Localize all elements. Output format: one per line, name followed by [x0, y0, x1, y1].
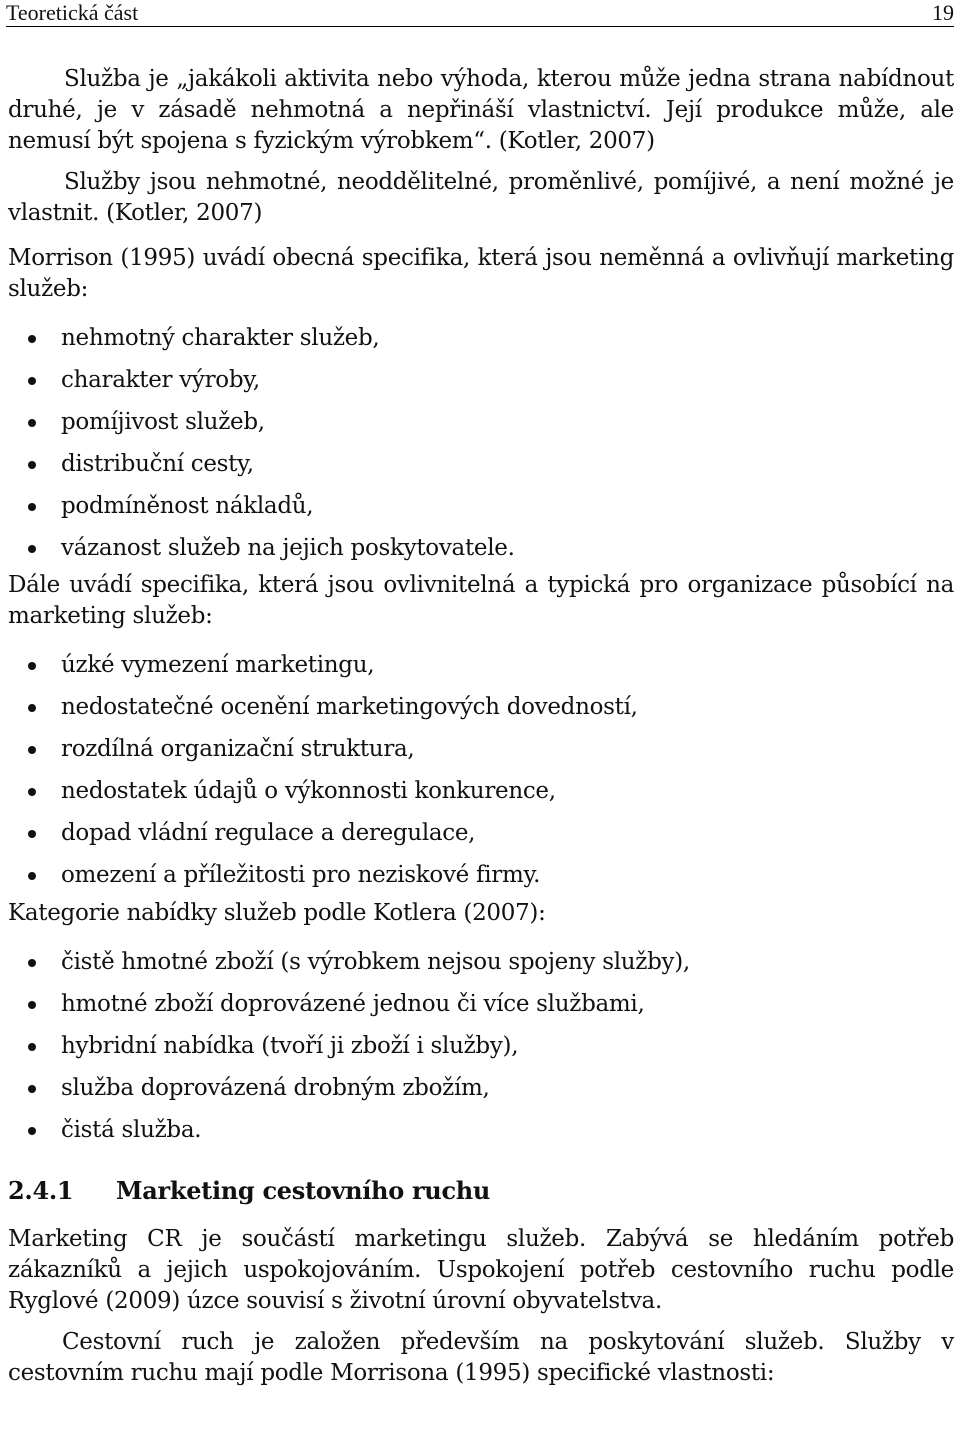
list-item: podmíněnost nákladů, [8, 491, 954, 533]
list-item: hybridní nabídka (tvoří ji zboží i služby), [8, 1031, 954, 1073]
list-item: charakter výroby, [8, 365, 954, 407]
section-heading [8, 1175, 954, 1206]
list-item: nehmotný charakter služeb, [8, 323, 954, 365]
list-item: rozdílná organizační struktura, [8, 734, 954, 776]
paragraph-tourism-services: Cestovní ruch je založen především na poskytování služeb. Služby v cestovním ruchu mají podle Morrisona (1995) specifické vlastnosti: [8, 1329, 954, 1386]
list-item: nedostatečné ocenění marketingových dovedností, [8, 692, 954, 734]
paragraph-service-definition: Služba je „jakákoli aktivita nebo výhoda, kterou může jedna strana nabídnout druhé, je v zásadě nehmotná a nepřináší vlastnictví. Její produkce může, ale nemusí být spojena s fyzickým výrobkem“. (Kotler, 2007) [8, 66, 954, 154]
paragraph-tourism-marketing: Marketing CR je součástí marketingu služeb. Zabývá se hledáním potřeb zákazníků a jejich uspokojováním. Uspokojení potřeb cestovního ruchu podle Ryglové (2009) úzce souvisí s životní úrovní obyvatelstva. [8, 1226, 954, 1314]
paragraph-morrison-specifics: Morrison (1995) uvádí obecná specifika, která jsou neměnná a ovlivňují marketing služeb: [8, 245, 954, 302]
list-item: distribuční cesty, [8, 449, 954, 491]
page-body [8, 64, 954, 1389]
list-item: služba doprovázená drobným zbožím, [8, 1073, 954, 1115]
paragraph-kotler-categories: Kategorie nabídky služeb podle Kotlera (2007): [8, 900, 546, 926]
list-offer-categories [8, 947, 954, 1157]
list-item: čistě hmotné zboží (s výrobkem nejsou spojeny služby), [8, 947, 954, 989]
list-influenceable-specifics [8, 650, 954, 898]
list-item: dopad vládní regulace a deregulace, [8, 818, 954, 860]
section-heading-title: Marketing cestovního ruchu [116, 1176, 491, 1205]
list-item: vázanost služeb na jejich poskytovatele. [8, 533, 954, 570]
list-item: hmotné zboží doprovázené jednou či více službami, [8, 989, 954, 1031]
paragraph-service-characteristics: Služby jsou nehmotné, neoddělitelné, proměnlivé, pomíjivé, a není možné je vlastnit. (Kotler, 2007) [8, 169, 954, 226]
section-title: Teoretická část [6, 0, 139, 25]
paragraph-influenceable-specifics: Dále uvádí specifika, která jsou ovlivnitelná a typická pro organizace působící na marketing služeb: [8, 572, 954, 629]
list-general-specifics [8, 323, 954, 570]
list-item: čistá služba. [8, 1115, 954, 1157]
page-header [6, 0, 954, 27]
section-number: 2.4.1 [8, 1176, 74, 1205]
list-item: pomíjivost služeb, [8, 407, 954, 449]
list-item: omezení a příležitosti pro neziskové firmy. [8, 860, 954, 898]
list-item: nedostatek údajů o výkonnosti konkurence, [8, 776, 954, 818]
list-item: úzké vymezení marketingu, [8, 650, 954, 692]
page-number: 19 [932, 0, 954, 25]
